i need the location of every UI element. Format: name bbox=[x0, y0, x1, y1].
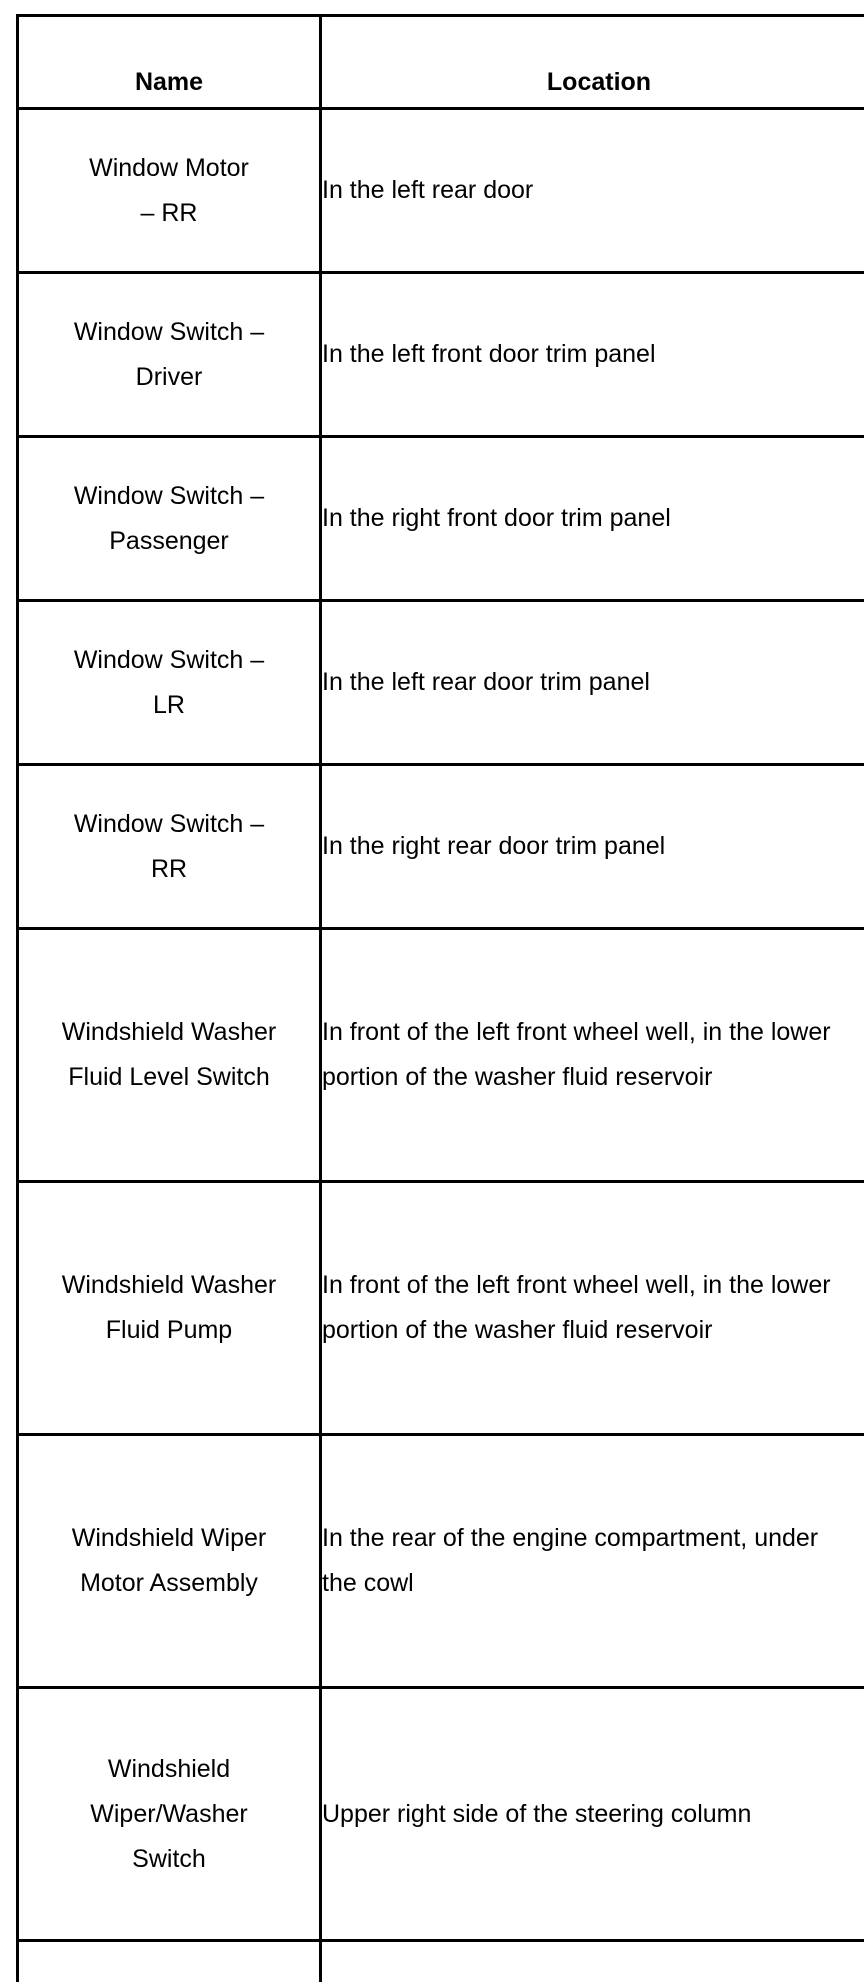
column-header-name: Name bbox=[18, 16, 321, 109]
name-cell: Window Switch – RR bbox=[18, 765, 321, 929]
location-cell: In the left rear door trim panel bbox=[321, 601, 864, 765]
location-cell: In the right rear door trim panel bbox=[321, 765, 864, 929]
name-cell: Window Switch – LR bbox=[18, 601, 321, 765]
column-header-location: Location bbox=[321, 16, 864, 109]
location-cell: In the rear of the engine compartment, under the cowl bbox=[321, 1435, 864, 1688]
table-row bbox=[18, 1435, 864, 1688]
location-cell-empty bbox=[321, 1941, 864, 1982]
name-cell: Windshield Wiper/Washer Switch bbox=[18, 1688, 321, 1941]
component-location-table bbox=[16, 14, 864, 1982]
location-cell: In the left rear door bbox=[321, 109, 864, 273]
location-cell: In front of the left front wheel well, in the lower portion of the washer fluid reservoir bbox=[321, 929, 864, 1182]
name-cell: Windshield Washer Fluid Pump bbox=[18, 1182, 321, 1435]
name-cell: Window Motor – RR bbox=[18, 109, 321, 273]
table-row-partial bbox=[18, 1941, 864, 1982]
name-cell: Window Switch – Passenger bbox=[18, 437, 321, 601]
table-row bbox=[18, 601, 864, 765]
name-cell: Windshield Wiper Motor Assembly bbox=[18, 1435, 321, 1688]
name-cell: Windshield Washer Fluid Level Switch bbox=[18, 929, 321, 1182]
location-cell: Upper right side of the steering column bbox=[321, 1688, 864, 1941]
location-cell: In front of the left front wheel well, in the lower portion of the washer fluid reservoir bbox=[321, 1182, 864, 1435]
name-cell-empty bbox=[18, 1941, 321, 1982]
table-row bbox=[18, 1688, 864, 1941]
table-row bbox=[18, 273, 864, 437]
table-row bbox=[18, 765, 864, 929]
location-cell: In the left front door trim panel bbox=[321, 273, 864, 437]
name-cell: Window Switch – Driver bbox=[18, 273, 321, 437]
table-row bbox=[18, 1182, 864, 1435]
location-cell: In the right front door trim panel bbox=[321, 437, 864, 601]
table-row bbox=[18, 929, 864, 1182]
table-row bbox=[18, 437, 864, 601]
table-row bbox=[18, 109, 864, 273]
table-header-row bbox=[18, 16, 864, 109]
